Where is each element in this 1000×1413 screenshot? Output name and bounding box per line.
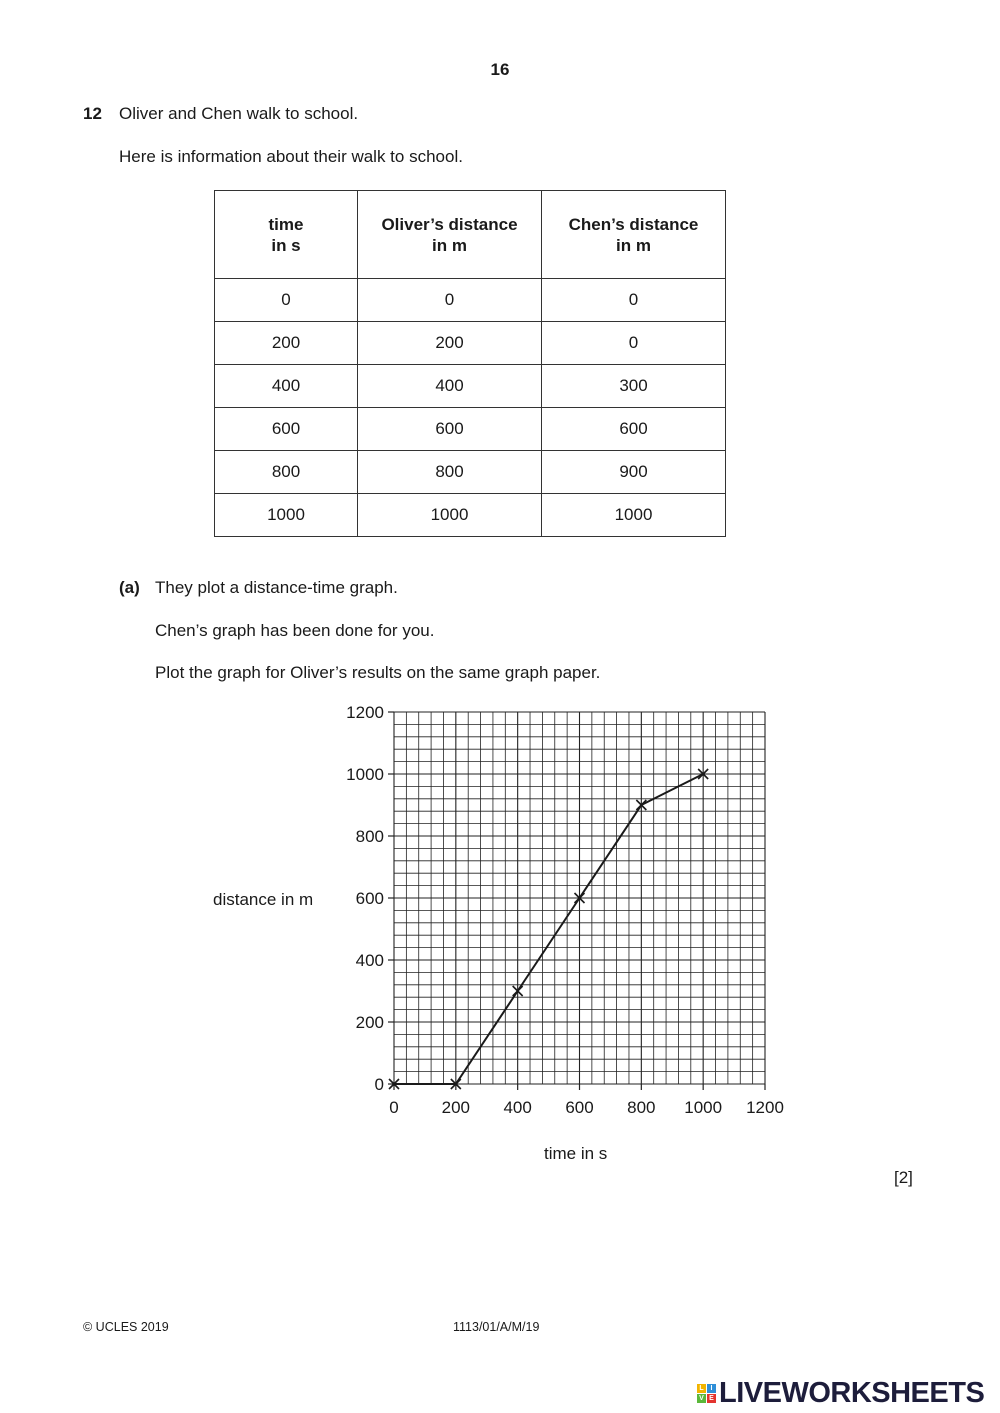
header-time-line2: in s (271, 235, 301, 255)
x-tick-label: 0 (389, 1098, 399, 1117)
series-line-chen (394, 774, 703, 1084)
x-tick-label: 1200 (746, 1098, 784, 1117)
part-a-label: (a) (119, 578, 140, 597)
logo-text: LIVEWORKSHEETS (719, 1376, 985, 1409)
y-tick-label: 800 (355, 827, 384, 846)
cell-oliver: 200 (358, 322, 542, 365)
cell-oliver: 1000 (358, 494, 542, 537)
part-a-line2: Chen’s graph has been done for you. (155, 621, 435, 640)
x-axis-title: time in s (544, 1144, 608, 1163)
cell-chen: 1000 (542, 494, 726, 537)
cell-time: 200 (215, 322, 358, 365)
marks-available: [2] (894, 1168, 913, 1187)
cell-oliver: 600 (358, 408, 542, 451)
x-tick-label: 400 (503, 1098, 532, 1117)
x-tick-label: 800 (627, 1098, 656, 1117)
cell-time: 800 (215, 451, 358, 494)
y-tick-label: 1000 (346, 765, 384, 784)
header-oliver-line2: in m (432, 235, 467, 255)
cell-chen: 0 (542, 322, 726, 365)
cell-oliver: 800 (358, 451, 542, 494)
x-tick-label: 200 (441, 1098, 471, 1117)
y-tick-label: 0 (374, 1075, 384, 1094)
chen-series (389, 769, 708, 1089)
cell-time: 1000 (215, 494, 358, 537)
footer-code: 1113/01/A/M/19 (453, 1320, 540, 1334)
question-number: 12 (83, 104, 102, 123)
cell-time: 600 (215, 408, 358, 451)
cell-time: 400 (215, 365, 358, 408)
y-tick-label: 200 (355, 1013, 384, 1032)
cell-oliver: 400 (358, 365, 542, 408)
y-tick-label: 600 (355, 889, 384, 908)
y-axis-title: distance in m (213, 890, 314, 909)
cell-oliver: 0 (358, 279, 542, 322)
header-time-line1: time (268, 214, 304, 234)
page-number: 16 (490, 60, 510, 79)
part-a-line1: They plot a distance-time graph. (155, 578, 398, 597)
header-chen-line1: Chen’s distance (568, 214, 699, 234)
cell-chen: 300 (542, 365, 726, 408)
cell-chen: 0 (542, 279, 726, 322)
liveworksheets-logo (697, 1375, 984, 1411)
footer-copyright: © UCLES 2019 (83, 1320, 169, 1334)
y-tick-label: 400 (355, 951, 384, 970)
header-oliver-line1: Oliver’s distance (381, 214, 518, 234)
logo-mark-icon: L I V E (697, 1384, 716, 1403)
question-info: Here is information about their walk to school. (119, 147, 463, 166)
cell-chen: 600 (542, 408, 726, 451)
part-a-line3: Plot the graph for Oliver’s results on the same graph paper. (155, 663, 601, 682)
cell-time: 0 (215, 279, 358, 322)
question-intro: Oliver and Chen walk to school. (119, 104, 359, 123)
y-tick-label: 1200 (346, 703, 384, 722)
cell-chen: 900 (542, 451, 726, 494)
x-tick-label: 1000 (684, 1098, 723, 1117)
x-tick-label: 600 (565, 1098, 594, 1117)
header-chen-line2: in m (616, 235, 651, 255)
